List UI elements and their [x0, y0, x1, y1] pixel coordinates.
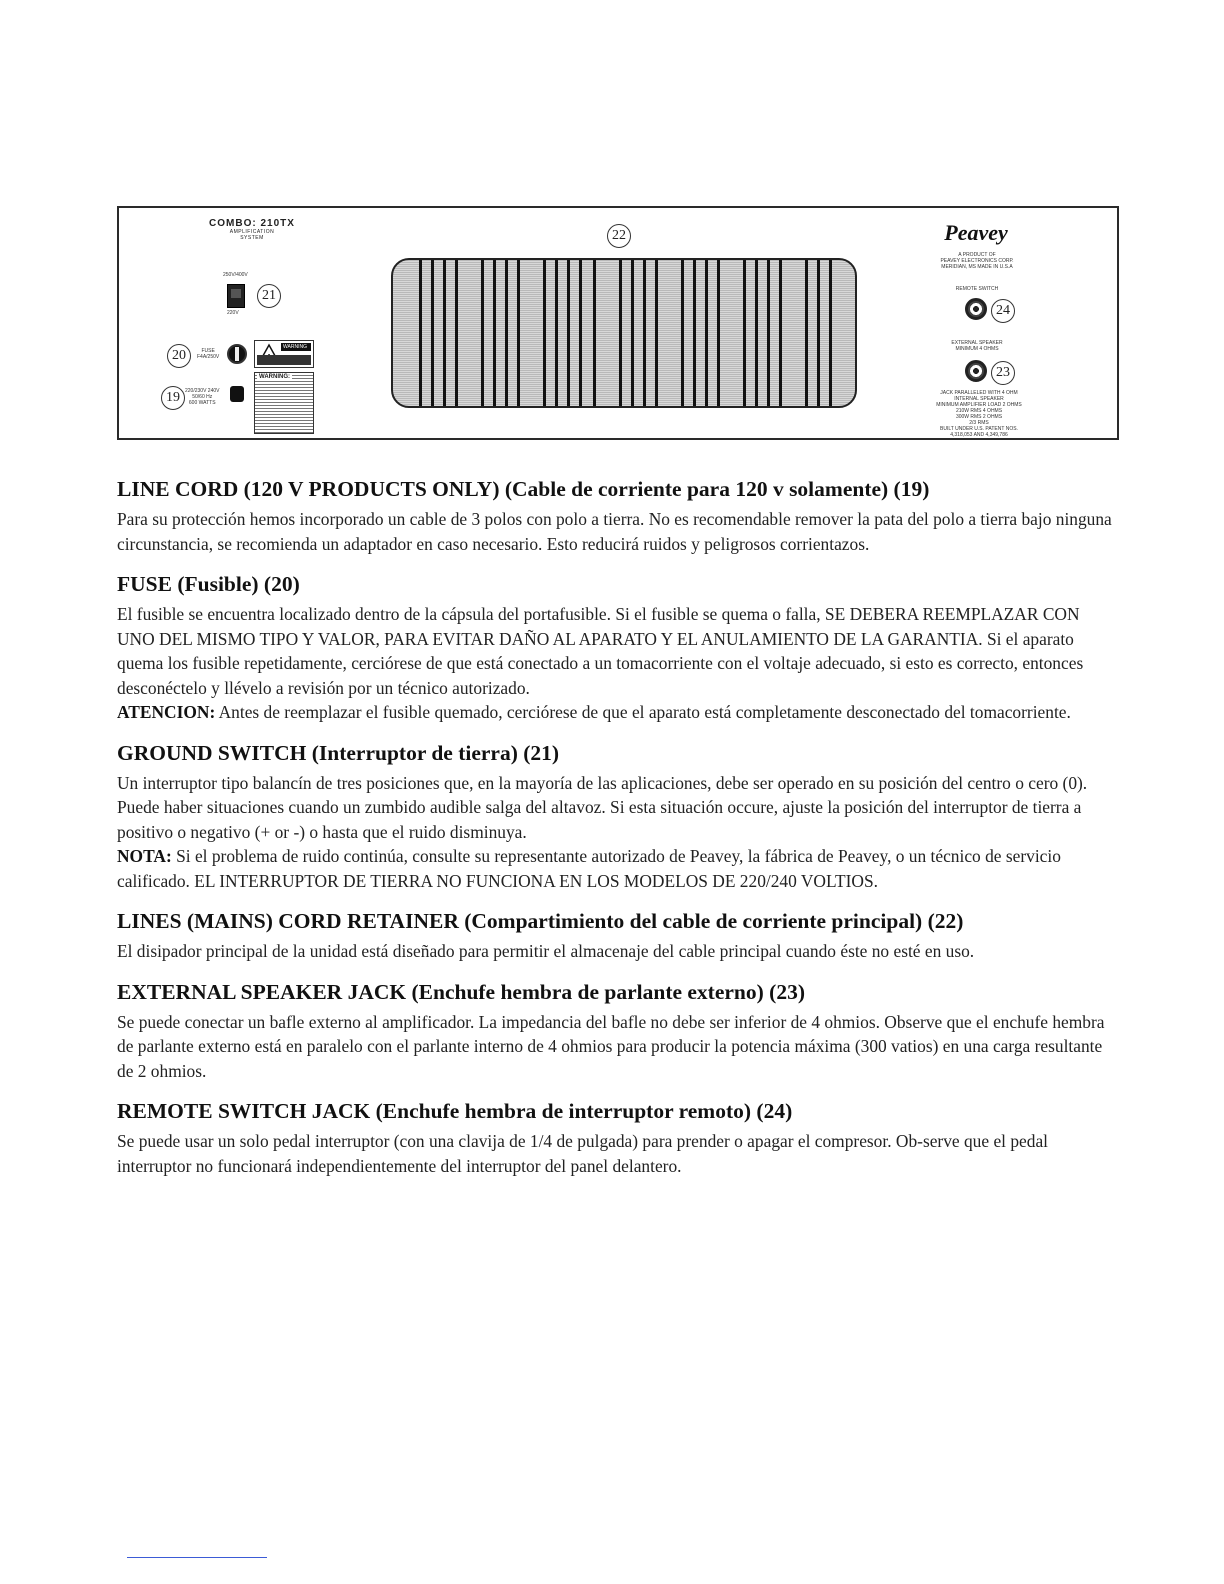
manual-content: [117, 476, 1121, 1193]
warning-label: [254, 340, 314, 368]
grille-bar: [767, 260, 770, 406]
section-heading: LINE CORD (120 V PRODUCTS ONLY) (Cable de corriente para 120 v solamente) (19): [117, 477, 930, 501]
grille-bar: [631, 260, 634, 406]
section-body: Un interruptor tipo balancín de tres posiciones que, en la mayoría de las aplicaciones, debe ser operado en su posición del centro o cero (0). Puede haber situaciones cuando un zumbido audible salga del altavoz. Si esta situación occure, ajuste la posición del interruptor de tierra a positivo o negativo (+ or -) o hasta que el ruido disminuya.: [117, 772, 1088, 842]
peavey-logo: Peavey: [944, 220, 1008, 245]
grille-bar: [705, 260, 708, 406]
grille-bar: [717, 260, 720, 406]
spec-text: JACK PARALLELED WITH 4 OHM INTERNAL SPEAKER MINIMUM AMPLIFIER LOAD 2 OHMS 210W RMS 4 OHMS 300W RMS 2 OHMS 2/3 RMS BUILT UNDER U.S. PATENT NOS. 4,318,053 AND 4,349,786: [936, 390, 1022, 438]
section-heading: REMOTE SWITCH JACK (Enchufe hembra de interruptor remoto) (24): [117, 1099, 793, 1123]
grille-bar: [743, 260, 746, 406]
brand-sub: A PRODUCT OF PEAVEY ELECTRONICS CORP. MERIDIAN, MS MADE IN U.S.A: [940, 252, 1014, 270]
grille-bar: [579, 260, 582, 406]
note-label: ATENCION:: [117, 702, 216, 722]
section-body: Se puede usar un solo pedal interruptor (con una clavija de 1/4 de pulgada) para prender o apagar el compresor. Ob-serve que el pedal interruptor no funcionará independientemente del interruptor del panel delantero.: [117, 1131, 1049, 1176]
grille-bar: [619, 260, 622, 406]
section-heading: LINES (MAINS) CORD RETAINER (Compartimiento del cable de corriente principal) (22): [117, 909, 964, 933]
model-sub-2: SYSTEM: [240, 235, 264, 241]
grille-bar: [681, 260, 684, 406]
section-note: [117, 844, 1121, 893]
cord-retainer-grille: [391, 258, 857, 408]
callout-21: 21: [257, 284, 281, 308]
external-speaker-jack: [965, 360, 987, 382]
note-text: Antes de reemplazar el fusible quemado, cerciórese de que el aparato está completamente desconectado del tomacorriente.: [215, 702, 1071, 722]
grille-bar: [517, 260, 520, 406]
grille-bar: [693, 260, 696, 406]
grille-bar: [567, 260, 570, 406]
callout-24: 24: [991, 299, 1015, 323]
grille-bar: [543, 260, 546, 406]
grille-bar: [643, 260, 646, 406]
grille-bar: [493, 260, 496, 406]
grille-bar: [655, 260, 658, 406]
grille-bar: [829, 260, 832, 406]
back-panel-diagram: [117, 206, 1119, 440]
note-label: NOTA:: [117, 846, 172, 866]
switch-top-label: 250V/400V: [223, 272, 248, 278]
section-fuse: [117, 571, 1121, 725]
callout-22: 22: [607, 224, 631, 248]
warning-text-box: [254, 372, 314, 434]
remote-switch-label: REMOTE SWITCH: [955, 286, 999, 292]
section-ground-switch: [117, 740, 1121, 894]
grille-bar: [419, 260, 422, 406]
line-cord-entry: [230, 386, 244, 402]
section-line-cord: [117, 476, 1121, 556]
grille-bar: [455, 260, 458, 406]
fuse-holder: [227, 344, 247, 364]
section-body: Para su protección hemos incorporado un cable de 3 polos con polo a tierra. No es recomendable remover la pata del polo a tierra bajo ninguna circunstancia, se recomienda un adaptador en caso necesario. Esto reducirá ruidos y peligrosos corrientazos.: [117, 509, 1112, 554]
section-cord-retainer: [117, 908, 1121, 964]
callout-19: 19: [161, 386, 185, 410]
footer-rule: [127, 1557, 267, 1558]
section-body: El fusible se encuentra localizado dentro de la cápsula del portafusible. Si el fusible se quema o falla, SE DEBERA REEMPLAZAR CON UNO DEL MISMO TIPO Y VALOR, PARA EVITAR DAÑO AL APARATO Y EL ANULAMIENTO DE LA GARANTIA. Si el aparato quema los fusible repetidamente, cerciórese de que está conectado a un tomacorriente con el voltaje adecuado, si esto es correcto, entonces desconéctelo y llévelo a revisión por un técnico autorizado.: [117, 604, 1084, 698]
ext-speaker-label: EXTERNAL SPEAKER MINIMUM 4 OHMS: [951, 340, 1003, 352]
grille-bar: [505, 260, 508, 406]
model-sub-1: AMPLIFICATION: [229, 229, 275, 235]
callout-20: 20: [167, 344, 191, 368]
fuse-label: FUSE F4A/250V: [197, 348, 220, 360]
grille-bar: [817, 260, 820, 406]
model-name: COMBO: [209, 218, 253, 229]
section-remote-switch: [117, 1098, 1121, 1178]
grille-bar: [593, 260, 596, 406]
model-number: 210TX: [260, 218, 295, 229]
section-body: El disipador principal de la unidad está diseñado para permitir el almacenaje del cable principal cuando éste no esté en uso.: [117, 941, 975, 961]
section-heading: EXTERNAL SPEAKER JACK (Enchufe hembra de parlante externo) (23): [117, 979, 805, 1004]
power-label: 220/230V 240V 50/60 Hz 600 WATTS: [185, 388, 220, 406]
section-external-speaker: [117, 979, 1121, 1084]
grille-bar: [443, 260, 446, 406]
grille-bar: [481, 260, 484, 406]
warning-title: WARNING: [283, 344, 307, 350]
section-heading: GROUND SWITCH (Interruptor de tierra) (21): [117, 740, 560, 765]
grille-bar: [755, 260, 758, 406]
warning-text: WARNING:: [259, 374, 290, 380]
ground-switch: [227, 284, 245, 308]
section-note: [117, 700, 1121, 725]
grille-bar: [431, 260, 434, 406]
grille-bar: [555, 260, 558, 406]
section-heading: FUSE (Fusible) (20): [117, 572, 300, 596]
section-body: Se puede conectar un bafle externo al amplificador. La impedancia del bafle no debe ser inferior de 4 ohmios. Observe que el enchufe hembra de parlante externo está en paralelo con el parlante interno de 4 ohmios para producir la potencia máxima (300 vatios) en una carga resultante de 2 ohmios.: [117, 1011, 1105, 1081]
grille-bar: [805, 260, 808, 406]
grille-bar: [779, 260, 782, 406]
switch-bottom-label: 220V: [227, 310, 239, 316]
callout-23: 23: [991, 361, 1015, 385]
note-text: Si el problema de ruido continúa, consulte su representante autorizado de Peavey, la fábrica de Peavey, o un técnico de servicio calificado. EL INTERRUPTOR DE TIERRA NO FUNCIONA EN LOS MODELOS DE 220/240 VOLTIOS.: [117, 846, 1061, 891]
remote-switch-jack: [965, 298, 987, 320]
model-label: COMBO: 210TX AMPLIFICATION SYSTEM: [187, 218, 317, 241]
